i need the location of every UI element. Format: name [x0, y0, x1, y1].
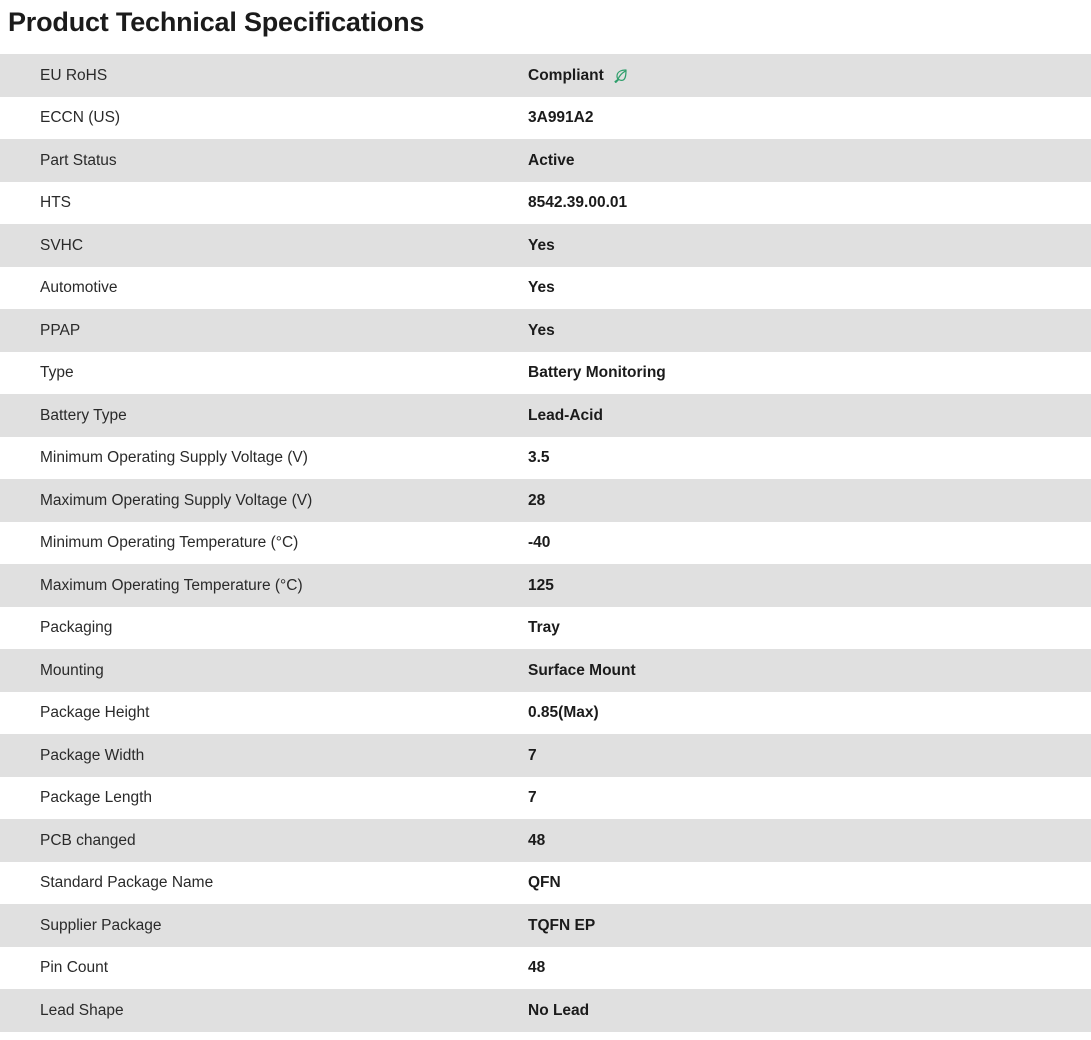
spec-value-cell — [528, 97, 1091, 140]
spec-value: 28 — [528, 491, 546, 509]
spec-value: Yes — [528, 321, 555, 339]
spec-value: 8542.39.00.01 — [528, 194, 628, 212]
spec-value-cell — [528, 394, 1091, 437]
table-row — [0, 182, 1091, 225]
spec-value-cell — [528, 734, 1091, 777]
spec-label: Packaging — [40, 619, 113, 637]
spec-label: Maximum Operating Supply Voltage (V) — [40, 491, 313, 509]
spec-value-wrap — [528, 279, 1090, 297]
spec-value-cell — [528, 437, 1091, 480]
spec-value: Battery Monitoring — [528, 364, 666, 382]
table-row — [0, 267, 1091, 310]
table-row — [0, 139, 1091, 182]
spec-value-wrap — [528, 917, 1090, 935]
spec-value: 48 — [528, 831, 546, 849]
spec-value-wrap — [528, 194, 1090, 212]
spec-label: Minimum Operating Supply Voltage (V) — [40, 449, 308, 467]
spec-value-cell — [528, 267, 1091, 310]
spec-value-wrap — [528, 662, 1090, 680]
table-row — [0, 352, 1091, 395]
spec-value-wrap — [528, 449, 1090, 467]
specifications-table — [0, 54, 1091, 1032]
spec-label: Battery Type — [40, 406, 127, 424]
spec-label: Type — [40, 364, 74, 382]
table-row — [0, 649, 1091, 692]
spec-value-cell — [528, 352, 1091, 395]
spec-value: Active — [528, 151, 575, 169]
spec-value-cell — [528, 904, 1091, 947]
spec-value-wrap — [528, 67, 1090, 85]
spec-value: 7 — [528, 789, 537, 807]
table-row — [0, 819, 1091, 862]
spec-value-cell — [528, 564, 1091, 607]
spec-label: Automotive — [40, 279, 118, 297]
spec-value: 3.5 — [528, 449, 550, 467]
spec-value-wrap — [528, 789, 1090, 807]
spec-value-wrap — [528, 109, 1090, 127]
spec-value: QFN — [528, 874, 561, 892]
spec-value: 0.85(Max) — [528, 704, 599, 722]
spec-label: Package Height — [40, 704, 150, 722]
spec-label: Maximum Operating Temperature (°C) — [40, 576, 303, 594]
spec-value-wrap — [528, 874, 1090, 892]
table-row — [0, 904, 1091, 947]
spec-label: ECCN (US) — [40, 109, 121, 127]
table-row — [0, 947, 1091, 990]
spec-value: 7 — [528, 746, 537, 764]
spec-value-wrap — [528, 1002, 1090, 1020]
spec-label: Lead Shape — [40, 1001, 124, 1019]
spec-value-wrap — [528, 577, 1090, 595]
leaf-icon — [612, 68, 628, 84]
spec-value-cell — [528, 777, 1091, 820]
table-row — [0, 224, 1091, 267]
spec-label: Package Width — [40, 746, 145, 764]
table-row — [0, 607, 1091, 650]
spec-label: Standard Package Name — [40, 874, 214, 892]
spec-label: Pin Count — [40, 959, 109, 977]
spec-value-wrap — [528, 492, 1090, 510]
spec-value: Yes — [528, 279, 555, 297]
spec-value: Yes — [528, 236, 555, 254]
spec-value-cell — [528, 224, 1091, 267]
spec-value-wrap — [528, 704, 1090, 722]
spec-value: Compliant — [528, 66, 604, 84]
table-row — [0, 734, 1091, 777]
spec-value: Surface Mount — [528, 661, 636, 679]
spec-label: SVHC — [40, 236, 84, 254]
table-row — [0, 522, 1091, 565]
spec-value-cell — [528, 819, 1091, 862]
spec-value-wrap — [528, 534, 1090, 552]
spec-value-cell — [528, 182, 1091, 225]
table-row — [0, 97, 1091, 140]
spec-value-wrap — [528, 832, 1090, 850]
page-title: Product Technical Specifications — [8, 7, 425, 37]
table-row — [0, 437, 1091, 480]
spec-value: 125 — [528, 576, 554, 594]
spec-label: HTS — [40, 194, 71, 212]
spec-value-wrap — [528, 152, 1090, 170]
spec-value: 3A991A2 — [528, 109, 594, 127]
spec-value: TQFN EP — [528, 916, 596, 934]
spec-label: Supplier Package — [40, 916, 162, 934]
spec-value-cell — [528, 649, 1091, 692]
spec-value-cell — [528, 309, 1091, 352]
table-row — [0, 309, 1091, 352]
table-row — [0, 777, 1091, 820]
table-row — [0, 989, 1091, 1032]
spec-value-cell — [528, 989, 1091, 1032]
spec-value-cell — [528, 522, 1091, 565]
spec-label: EU RoHS — [40, 66, 108, 84]
table-row — [0, 394, 1091, 437]
spec-label: Minimum Operating Temperature (°C) — [40, 534, 299, 552]
spec-value-wrap — [528, 747, 1090, 765]
spec-value-wrap — [528, 364, 1090, 382]
spec-value-wrap — [528, 237, 1090, 255]
spec-label: Package Length — [40, 789, 153, 807]
spec-label: PCB changed — [40, 831, 136, 849]
table-row — [0, 479, 1091, 522]
spec-value-cell — [528, 607, 1091, 650]
table-row — [0, 54, 1091, 97]
spec-label: Part Status — [40, 151, 117, 169]
spec-value: Tray — [528, 619, 560, 637]
spec-value-cell — [528, 139, 1091, 182]
spec-value-cell — [528, 862, 1091, 905]
spec-value-cell — [528, 54, 1091, 97]
table-row — [0, 692, 1091, 735]
spec-value: Lead-Acid — [528, 406, 603, 424]
table-row — [0, 564, 1091, 607]
spec-value-wrap — [528, 407, 1090, 425]
spec-value-wrap — [528, 619, 1090, 637]
spec-value-wrap — [528, 959, 1090, 977]
table-row — [0, 862, 1091, 905]
spec-value-cell — [528, 479, 1091, 522]
spec-value: -40 — [528, 534, 551, 552]
spec-value-cell — [528, 692, 1091, 735]
specifications-table-body — [0, 54, 1091, 1032]
spec-value: No Lead — [528, 1001, 590, 1019]
spec-value-cell — [528, 947, 1091, 990]
spec-value-wrap — [528, 322, 1090, 340]
spec-label: PPAP — [40, 321, 81, 339]
spec-label: Mounting — [40, 661, 104, 679]
spec-value: 48 — [528, 959, 546, 977]
